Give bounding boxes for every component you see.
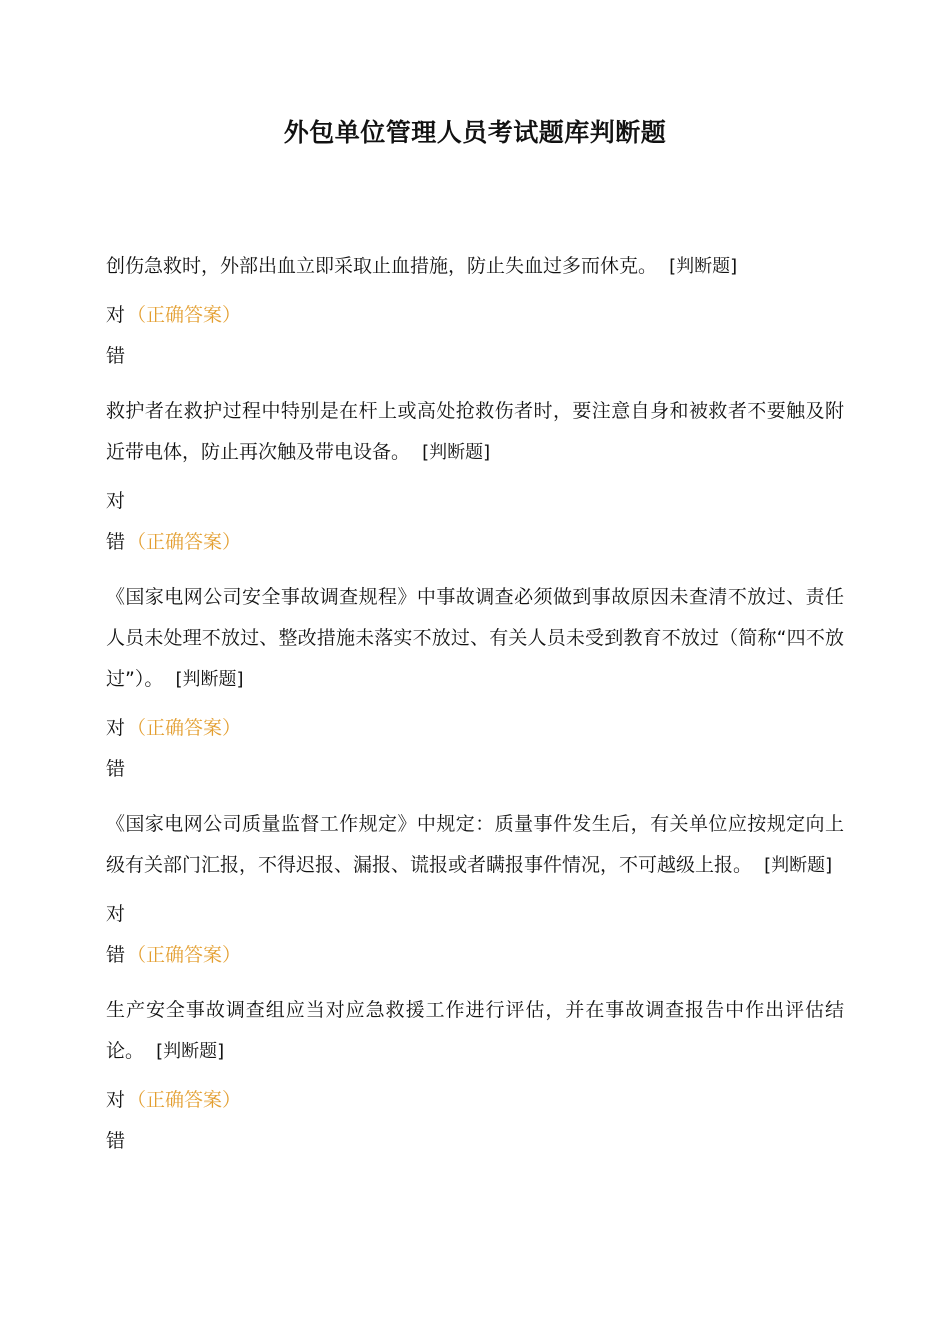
- correct-answer-mark: （正确答案）: [127, 1089, 242, 1111]
- question-text: [106, 246, 844, 287]
- option-label: 对: [106, 304, 126, 326]
- question-item: [106, 804, 844, 976]
- document-title: 外包单位管理人员考试题库判断题: [283, 118, 667, 147]
- question-text: [106, 990, 844, 1072]
- option-false[interactable]: [106, 522, 844, 563]
- question-type-tag: [判断题]: [669, 256, 738, 277]
- correct-answer-mark: （正确答案）: [127, 304, 242, 326]
- question-body: 生产安全事故调查组应当对应急救援工作进行评估，并在事故调查报告中作出评估结论。: [106, 999, 844, 1062]
- option-label: 错: [106, 345, 126, 367]
- option-label: 错: [106, 531, 126, 553]
- option-true[interactable]: [106, 1080, 844, 1121]
- question-list: [106, 246, 844, 1176]
- option-false[interactable]: [106, 1121, 844, 1162]
- option-label: 错: [106, 758, 126, 780]
- correct-answer-mark: （正确答案）: [127, 717, 242, 739]
- option-label: 对: [106, 717, 126, 739]
- question-text: [106, 577, 844, 700]
- question-item: [106, 246, 844, 377]
- option-label: 错: [106, 944, 126, 966]
- question-text: [106, 804, 844, 886]
- question-body: 救护者在救护过程中特别是在杆上或高处抢救伤者时，要注意自身和被救者不要触及附近带电体，防止再次触及带电设备。: [106, 400, 844, 463]
- option-true[interactable]: [106, 708, 844, 749]
- question-type-tag: [判断题]: [764, 855, 833, 876]
- option-true[interactable]: [106, 894, 844, 935]
- correct-answer-mark: （正确答案）: [127, 531, 242, 553]
- option-false[interactable]: [106, 749, 844, 790]
- question-body: 《国家电网公司安全事故调查规程》中事故调查必须做到事故原因未查清不放过、责任人员未处理不放过、整改措施未落实不放过、有关人员未受到教育不放过（简称“四不放过”）。: [106, 586, 844, 690]
- option-label: 对: [106, 490, 126, 512]
- option-true[interactable]: [106, 481, 844, 522]
- question-type-tag: [判断题]: [156, 1041, 225, 1062]
- question-body: 创伤急救时，外部出血立即采取止血措施，防止失血过多而休克。: [106, 255, 658, 277]
- question-body: 《国家电网公司质量监督工作规定》中规定：质量事件发生后，有关单位应按规定向上级有关部门汇报，不得迟报、漏报、谎报或者瞒报事件情况，不可越级上报。: [106, 813, 844, 876]
- question-text: [106, 391, 844, 473]
- option-label: 错: [106, 1130, 126, 1152]
- option-label: 对: [106, 1089, 126, 1111]
- question-item: [106, 577, 844, 790]
- option-label: 对: [106, 903, 126, 925]
- question-type-tag: [判断题]: [175, 669, 244, 690]
- question-item: [106, 391, 844, 563]
- option-false[interactable]: [106, 935, 844, 976]
- question-item: [106, 990, 844, 1162]
- question-type-tag: [判断题]: [422, 442, 491, 463]
- option-true[interactable]: [106, 295, 844, 336]
- option-false[interactable]: [106, 336, 844, 377]
- correct-answer-mark: （正确答案）: [127, 944, 242, 966]
